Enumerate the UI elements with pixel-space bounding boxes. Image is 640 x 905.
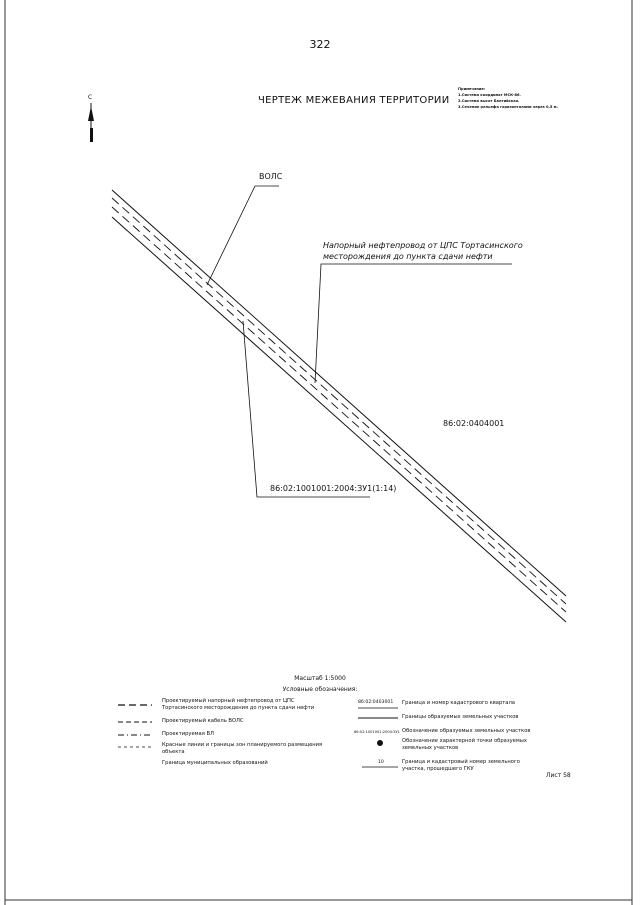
legend-code-plot: 86:02:1001001:2004:ЗУ1 [354,730,400,734]
vols-cable-line [112,207,566,612]
notes-block [458,86,558,110]
legend-item-red-lines-line-2: объекта [162,749,185,755]
vols-leader [207,186,279,285]
plot-leader [243,321,370,497]
label-cadastral-quarter: 86:02:0404001 [443,419,505,428]
sheet-number: Лист 58 [546,772,571,779]
legend-item-plot-designation: Обозначение образуемых земельных участков [402,728,531,734]
legend-item-red-lines [162,742,322,756]
north-arrow-icon [88,103,94,142]
label-pipeline-line-2: месторождения до пункта сдачи нефти [323,252,493,261]
legend-code-existing: 10 [378,760,384,765]
label-pipeline-line-1: Напорный нефтепровод от ЦПС Тортасинского [323,241,523,250]
document-title: ЧЕРТЕЖ МЕЖЕВАНИЯ ТЕРРИТОРИИ [258,95,450,106]
legend-item-point-line-2: земельных участков [402,745,459,751]
legend-item-municipal: Граница муниципальных образований [162,760,268,766]
legend-item-pipeline [162,698,314,712]
legend-item-vols: Проектируемый кабель ВОЛС [162,718,244,724]
scale-label: Масштаб 1:5000 [294,675,346,682]
label-vols: ВОЛС [259,172,283,181]
pipeline-leader [315,264,512,383]
legend-code-quarter: 86:02:0403001 [358,700,394,705]
legend-item-red-lines-line-1: Красные линии и границы зон планируемого размещения [162,742,323,748]
legend-item-pipeline-line-1: Проектируемый напорный нефтепровод от ЦПС [162,698,295,704]
notes-line-3: 3.Сечение рельефа горизонталями через 0,5 м. [458,105,558,109]
legend-item-vl: Проектируемая ВЛ [162,731,214,737]
page-number: 322 [309,38,331,51]
north-letter: С [88,94,93,101]
label-pipeline [323,240,523,262]
legend-item-existing-line-1: Граница и кадастровый номер земельного [402,759,520,765]
legend-item-point-line-1: Обозначение характерной точки образуемых [402,738,527,744]
legend-symbol-point-icon [377,740,383,746]
notes-heading: Примечание: [458,87,486,91]
legend-item-existing [402,759,520,773]
label-land-plot: 86:02:1001001:2004:ЗУ1(1:14) [270,484,397,493]
legend-title: Условные обозначения: [282,686,358,693]
legend-item-pipeline-line-2: Тортасинского месторождения до пункта сдачи нефти [162,705,315,711]
legend-item-existing-line-2: участка, прошедшего ГКУ [402,766,474,772]
notes-line-2: 2.Система высот Балтийская. [458,99,520,103]
legend-item-point [402,738,527,752]
legend-item-quarter: Граница и номер кадастрового квартала [402,700,515,706]
legend-item-plot-boundary: Границы образуемых земельных участков [402,714,519,720]
notes-line-1: 1.Система координат МСК-86. [458,93,521,97]
